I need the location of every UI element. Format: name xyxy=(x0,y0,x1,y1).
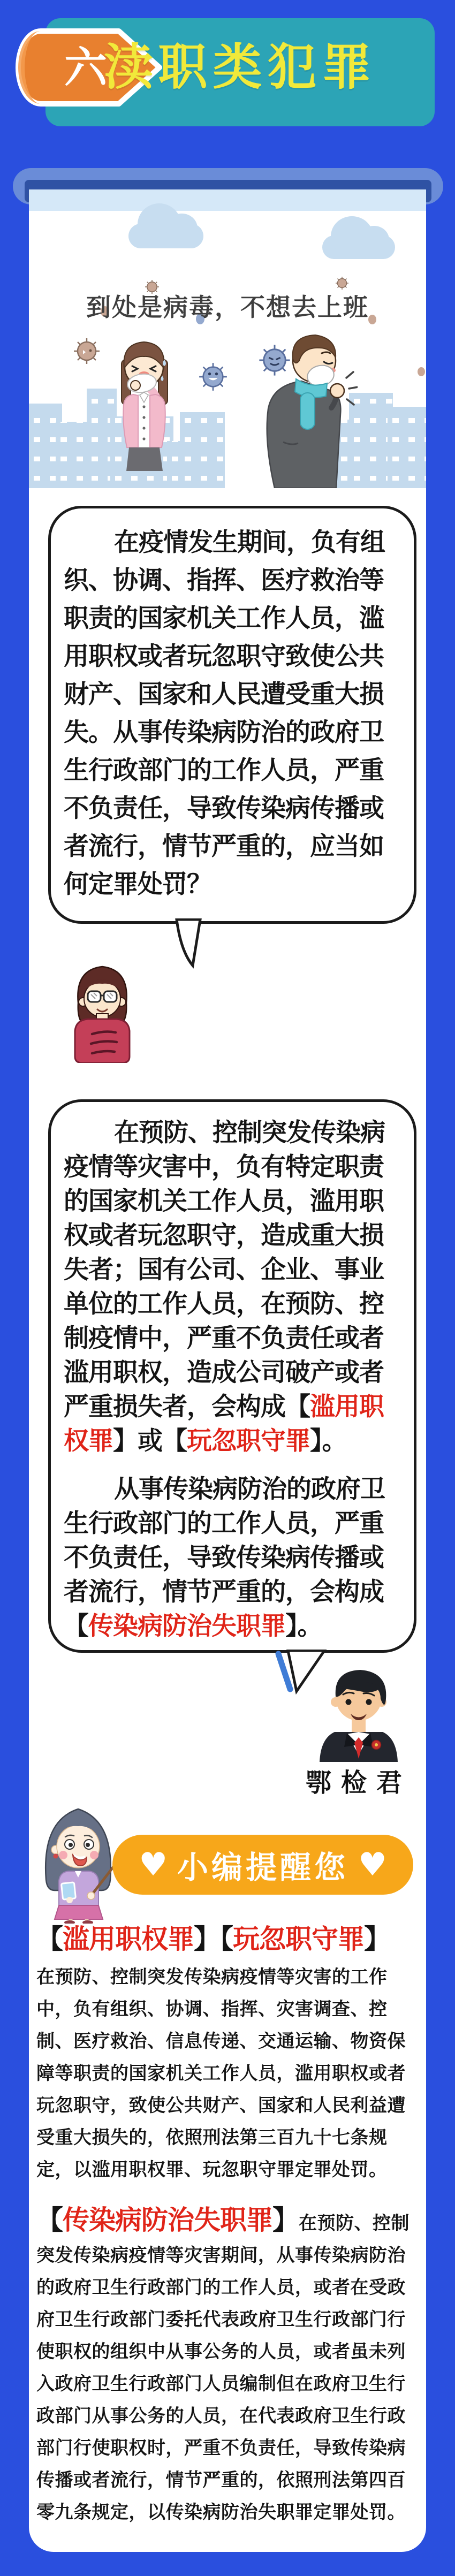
glossary-body-1: 在预防、控制突发传染病疫情等灾害的工作中，负有组织、协调、指挥、灾害调查、控制、医疗救治、信息传递、交通运输、物资保障等职责的国家机关工作人员，滥用职权或者玩忽职守，致使公共财产、国家和人民利益遭受重大损失的，依照刑法第三百九十七条规定，以滥用职权罪、玩忽职守罪定罪处罚。 xyxy=(36,1966,406,2180)
virus-icon xyxy=(73,337,101,365)
glossary-title-1: 【滥用职权罪】【玩忽职守罪】 xyxy=(36,1924,390,1955)
city-skyline xyxy=(388,407,426,488)
illustration-caption: 到处是病毒，不想去上班 xyxy=(86,293,369,322)
mascot-name-label: 鄂检君 xyxy=(305,1768,412,1798)
page-title: 渎职类犯罪 xyxy=(103,39,377,96)
cloud-icon xyxy=(128,224,203,248)
editor-reminder-banner xyxy=(112,1835,413,1895)
sky-strip xyxy=(29,189,426,211)
answer-paragraph-2: 从事传染病防治的政府卫生行政部门的工作人员，严重不负责任，导致传染病传播或者流行，情节严重的，会构成【传染病防治失职罪】。 xyxy=(64,1475,385,1641)
floating-dot xyxy=(418,367,425,376)
city-skyline xyxy=(180,412,225,488)
glossary-entry-2 xyxy=(36,2204,419,2528)
question-text: 在疫情发生期间，负有组织、协调、指挥、医疗救治等职责的国家机关工作人员，滥用职权或者玩忽职守致使公共财产、国家和人民遭受重大损失。从事传染病防治的政府卫生行政部门的工作人员，严重不负责任，导致传染病传播或者流行，情节严重的，应当如何定罪处罚？ xyxy=(64,528,385,899)
virus-icon xyxy=(198,362,228,392)
reminder-label: 小编提醒您 xyxy=(177,1849,348,1886)
badge-number: 六 xyxy=(64,43,107,93)
glossary-title-2: 【传染病防治失职罪】 xyxy=(36,2205,299,2236)
asker-avatar xyxy=(64,956,140,1063)
question-bubble xyxy=(48,506,416,924)
crime-glossary xyxy=(36,1922,419,2528)
sick-woman-figure xyxy=(109,329,180,473)
coughing-man-figure xyxy=(251,328,358,488)
heart-icon: ♥ xyxy=(139,1846,168,1883)
question-bubble-tail xyxy=(169,918,208,970)
glossary-body-2: 在预防、控制突发传染病疫情等灾害期间，从事传染病防治的政府卫生行政部门的工作人员，或者在受政府卫生行政部门委托代表政府卫生行政部门行使职权的组织中从事公务的人员，或者虽未列入政府卫生行政部门人员编制但在政府卫生行政部门从事公务的人员，在代表政府卫生行政部门行使职权时，严重不负责任，导致传染病传播或者流行，情节严重的，依照刑法第四百零九条规定，以传染病防治失职罪定罪处罚。 xyxy=(36,2213,410,2523)
prosecutor-mascot-avatar xyxy=(309,1663,408,1762)
poster-panel xyxy=(29,189,426,2552)
editor-avatar xyxy=(35,1799,121,1924)
heart-icon: ♥ xyxy=(358,1846,387,1883)
answer-bubble xyxy=(48,1099,416,1653)
cloud-icon xyxy=(322,235,395,259)
answer-paragraph-1: 在预防、控制突发传染病疫情等灾害中，负有特定职责的国家机关工作人员，滥用职权或者玩忽职守，造成重大损失者；国有公司、企业、事业单位的工作人员，在预防、控制疫情中，严重不负责任或者滥用职权，造成公司破产或者严重损失者，会构成【滥用职权罪】或【玩忽职守罪】。 xyxy=(64,1118,385,1456)
